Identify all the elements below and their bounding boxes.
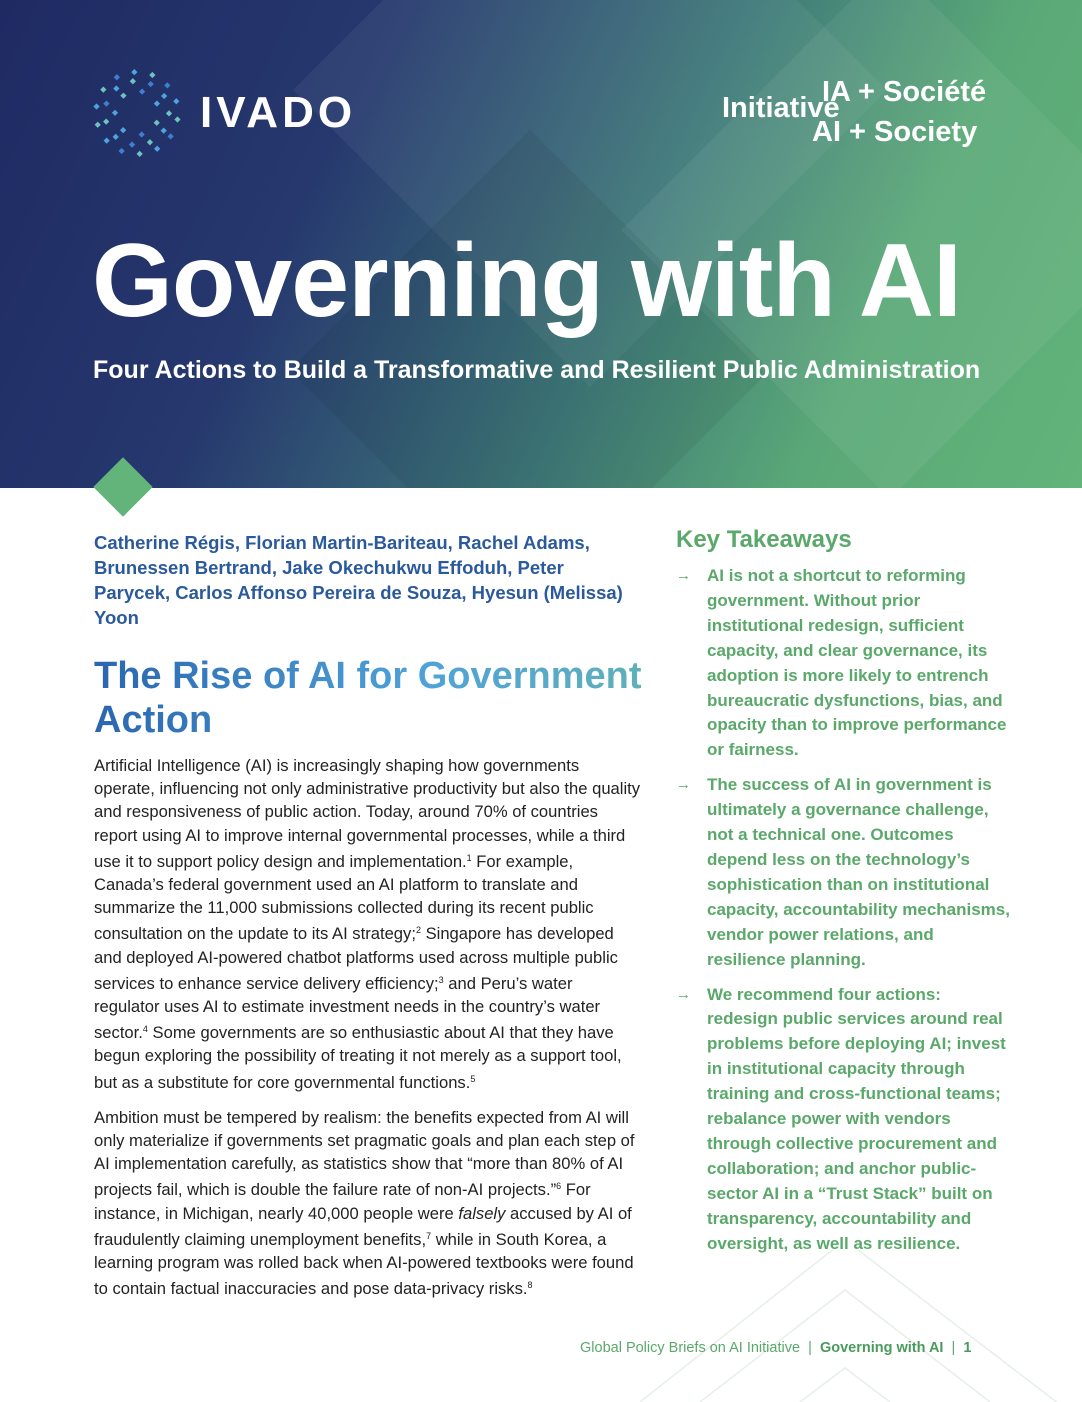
text-run: Singapore has developed and deployed AI-powered chatbot platforms used across multiple public services to enhance service delivery efficiency; (94, 924, 618, 993)
page-number: 1 (963, 1340, 972, 1356)
logo-dot (120, 127, 126, 133)
logo-dot (120, 93, 126, 99)
logo-dot (139, 88, 145, 94)
section-heading: The Rise of AI for Government Action (94, 655, 642, 741)
footnote-ref: 1 (466, 852, 472, 863)
logo-dot (161, 93, 167, 99)
initiative-word: Initiative (722, 92, 840, 124)
logo-dot (131, 69, 137, 75)
text-run: and Peru’s water regulator uses AI to estimate investment needs in the country’s water sector. (94, 973, 601, 1043)
logo-dot (173, 98, 179, 104)
takeaway-text: We recommend four actions: redesign public services around real problems before deploying AI; invest in institutional capacity through training and cross-functional teams; rebalance power with vendors through collective procurement and collaboration; and anchor public-sector AI in a “Trust Stack” built on transparency, accountability and oversight, as well as resilience. (707, 984, 1006, 1253)
text-run: accused by AI of fraudulently claiming unemployment benefits, (94, 1203, 632, 1249)
page-subtitle: Four Actions to Build a Transformative and Resilient Public Administration (93, 356, 981, 384)
footnote-ref: 2 (415, 925, 421, 936)
ivado-logo (92, 68, 356, 158)
authors: Catherine Régis, Florian Martin-Bariteau, Rachel Adams, Brunessen Bertrand, Jake Okechukwu Effoduh, Peter Parycek, Carlos Affonso Pereira de Souza, Hyesun (Melissa) Yoon (94, 532, 623, 628)
text-run: For instance, in Michigan, nearly 40,000 people were (94, 1180, 591, 1223)
main-column (94, 530, 642, 1300)
logo-dot (113, 85, 119, 91)
text-run: For example, Canada’s federal government used an AI platform to translate and summarize the 11,000 submissions collected during its recent public consultation on the update to its AI strategy; (94, 851, 594, 944)
logo-dot (119, 148, 125, 154)
arrow-right-icon: → (676, 985, 691, 1003)
footer-doc-title: Governing with AI (819, 1340, 944, 1356)
logo-dot (113, 134, 119, 140)
logo-dot (164, 82, 170, 88)
logo-dot (93, 103, 99, 109)
logo-dot (137, 151, 143, 157)
logo-dot (148, 81, 154, 87)
footer-series: Global Policy Briefs on AI Initiative (580, 1340, 801, 1356)
logo-text: IVADO (200, 88, 357, 137)
arrow-right-icon: → (676, 776, 691, 794)
paragraph (94, 754, 642, 1094)
ivado-dots-icon (92, 68, 182, 158)
takeaway-text: AI is not a shortcut to reforming government. Without prior institutional redesign, sufficient capacity, and clear governance, its adoption is more likely to entrench bureaucratic dysfunctions, bias, and opacity than to improve performance or fairness. (707, 566, 1007, 760)
footnote-ref: 6 (556, 1181, 562, 1192)
cover-banner (0, 0, 1082, 488)
logo-dot (100, 86, 106, 92)
initiative-fr: IA + Société (822, 76, 987, 108)
logo-dot (103, 119, 109, 125)
paragraph (94, 1106, 642, 1301)
takeaway-text: The success of AI in government is ultimately a governance challenge, not a technical one. Outcomes depend less on the technology’s sophistication than on institutional capacity, accountability mechanisms, vendor power relations, and resilience planning. (707, 775, 1010, 969)
logo-dot (168, 133, 174, 139)
logo-dot (154, 120, 160, 126)
initiative-en: AI + Society (812, 116, 978, 148)
emphasis: falsely (458, 1203, 506, 1223)
footnote-ref: 7 (426, 1230, 432, 1241)
footer-separator: | (951, 1340, 956, 1356)
footnote-ref: 3 (438, 974, 444, 985)
logo-dot (166, 110, 172, 116)
logo-dot (149, 72, 155, 78)
text-run: while in South Korea, a learning program was rolled back when AI-powered textbooks were found to contain factual inaccuracies and pose data-privacy risks. (94, 1229, 634, 1299)
logo-dot (95, 122, 101, 128)
logo-dot (174, 116, 180, 122)
page-title: Governing with AI (92, 223, 961, 339)
logo-dot (112, 110, 118, 116)
logo-dot (104, 137, 110, 143)
takeaway-item (676, 773, 1012, 972)
key-takeaways (676, 526, 1012, 1256)
logo-dot (161, 128, 167, 134)
arrow-right-icon: → (676, 567, 691, 584)
text-run: Artificial Intelligence (AI) is increasingly shaping how governments operate, influencing not only administrative productivity but also the quality and responsiveness of public action. Today, around 70% of countries report using AI to improve internal governmental processes, while a third use it to support policy design and implementation. (94, 756, 641, 871)
footnote-ref: 5 (470, 1073, 476, 1084)
page-footer (580, 1340, 971, 1356)
logo-dot (139, 131, 145, 137)
logo-dot (114, 74, 120, 80)
logo-dot (129, 142, 135, 148)
logo-dot (147, 139, 153, 145)
footnote-ref: 8 (527, 1280, 533, 1291)
logo-dot (103, 100, 109, 106)
decor-lines (640, 1250, 1080, 1402)
text-run: Some governments are so enthusiastic about AI that they have begun exploring the possibility of treating it not merely as a support tool, but as a substitute for core governmental functions. (94, 1023, 622, 1092)
key-takeaways-title: Key Takeaways (676, 526, 852, 553)
logo-dot (154, 101, 160, 107)
initiative-logo (722, 76, 1012, 156)
footnote-ref: 4 (142, 1024, 148, 1035)
text-run: Ambition must be tempered by realism: the benefits expected from AI will only materialize if governments set pragmatic goals and plan each step of AI implementation carefully, as statistics show that “more than 80% of AI projects fail, which is double the failure rate of non-AI projects.” (94, 1107, 635, 1200)
footer-separator: | (808, 1340, 812, 1356)
takeaway-item (676, 983, 1012, 1257)
logo-dot (154, 146, 160, 152)
logo-dot (130, 78, 136, 84)
takeaway-item (676, 564, 1012, 763)
